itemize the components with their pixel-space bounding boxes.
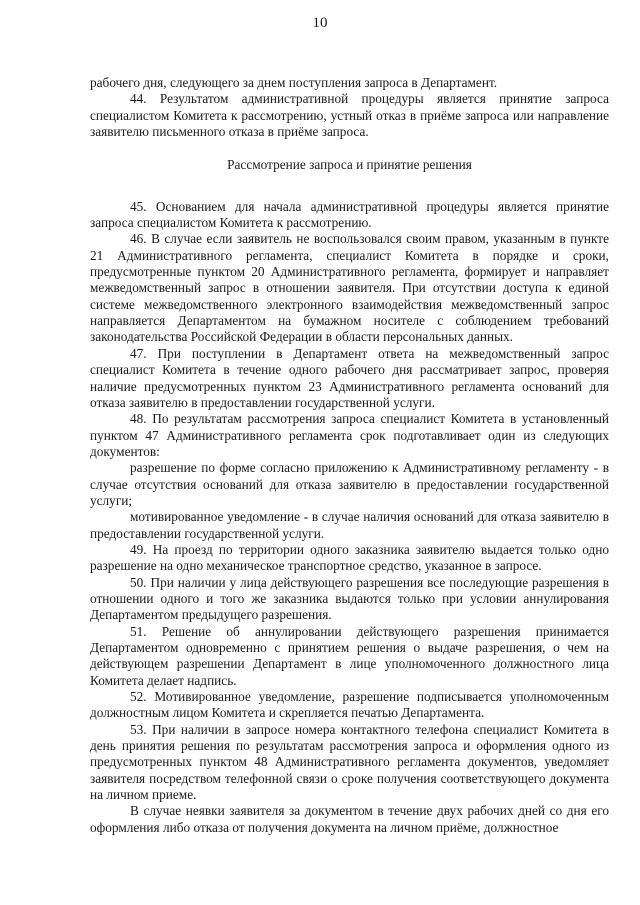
paragraph-49: 49. На проезд по территории одного заказника заявителю выдается только одно разрешение на одно механическое транспортное средство, указанное в запросе. [90,541,609,574]
paragraph-53-continuation: В случае неявки заявителя за документом в течение двух рабочих дней со дня его оформления либо отказа от получения документа на личном приёме, должностное [90,803,609,835]
section-heading: Рассмотрение запроса и принятие решения [227,157,472,173]
paragraph-48-item-notice: мотивированное уведомление - в случае наличия оснований для отказа заявителю в предоставлении государственной услуги. [90,509,609,541]
paragraph-50: 50. При наличии у лица действующего разрешения все последующие разрешения в отношении одного и того же заказника выдаются только при условии аннулирования Департаментом предыдущего разрешения. [90,574,609,623]
paragraph-53: 53. При наличии в запросе номера контактного телефона специалист Комитета в день принятия решения по результатам рассмотрения запроса и оформления одного из предусмотренных пунктом 48 Административного регламента документов, уведомляет заявителя посредством телефонной связи о сроке получения соответствующего документа на личном приеме. [90,721,609,803]
paragraph-52: 52. Мотивированное уведомление, разрешение подписывается уполномоченным должностным лицом Комитета и скрепляется печатью Департамента. [90,689,609,721]
paragraph-47: 47. При поступлении в Департамент ответа на межведомственный запрос специалист Комитета в течение одного рабочего дня рассматривает запрос, проверяя наличие предусмотренных пунктом 23 Административного регламента оснований для отказа заявителю в предоставлении государственной услуги. [90,345,609,410]
page-number: 10 [312,15,328,31]
paragraph-continuation: рабочего дня, следующего за днем поступления запроса в Департамент. [90,75,498,90]
paragraph-46: 46. В случае если заявитель не воспользовался своим правом, указанным в пункте 21 Административного регламента, специалист Комитета в порядке и сроки, предусмотренные пунктом 20 Административного регламента, формирует и направляет межведомственный запрос в отношении заявителя. При отсутствии доступа к единой системе межведомственного электронного взаимодействия межведомственный запрос направляется Департаментом на бумажном носителе с соблюдением требований законодательства Российской Федерации в области персональных данных. [90,231,609,345]
paragraph-45: 45. Основанием для начала административной процедуры является принятие запроса специалистом Комитета к рассмотрению. [90,198,609,231]
paragraph-48: 48. По результатам рассмотрения запроса специалист Комитета в установленный пунктом 47 Административного регламента срок подготавливает один из следующих документов: [90,411,609,459]
paragraph-48-item-permit: разрешение по форме согласно приложению к Административному регламенту - в случае отсутствия оснований для отказа заявителю в предоставлении государственной услуги; [90,460,609,508]
document-body [90,75,609,836]
paragraph-51: 51. Решение об аннулировании действующего разрешения принимается Департаментом одновременно с принятием решения о выдаче разрешения, о чем на действующем разрешении Департамент в лице уполномоченного должностного лица Комитета делает надпись. [90,623,609,688]
paragraph-44: 44. Результатом административной процедуры является принятие запроса специалистом Комитета к рассмотрению, устный отказ в приёме запроса или направление заявителю письменного отказа в приёме запроса. [90,91,609,140]
